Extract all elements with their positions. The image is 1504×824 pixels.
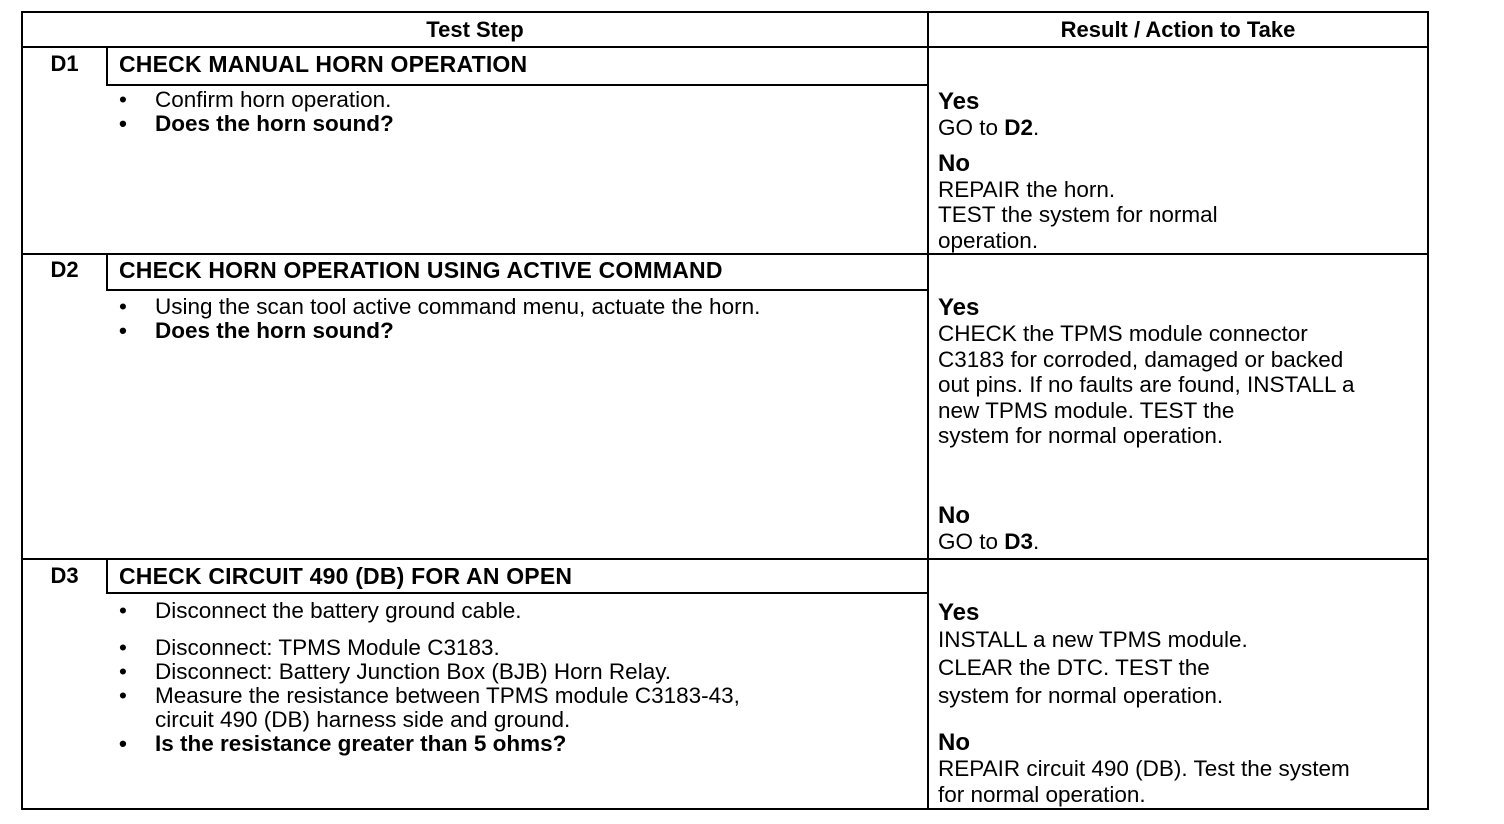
title-underline-d3	[106, 592, 927, 594]
bullet-question: • Is the resistance greater than 5 ohms?	[115, 732, 740, 756]
step-id-d2: D2	[50, 257, 79, 282]
id-divider-d3	[106, 560, 108, 594]
result-yes-label: Yes	[938, 294, 980, 321]
bullet-item: • Confirm horn operation.	[115, 88, 394, 112]
bullet-question: • Does the horn sound?	[115, 112, 394, 136]
result-no-text: REPAIR the horn. TEST the system for normal operation.	[938, 176, 1218, 253]
result-yes-text	[938, 115, 1428, 141]
result-no-label: No	[938, 729, 970, 756]
step-title-d1: CHECK MANUAL HORN OPERATION	[119, 51, 528, 77]
title-underline-d1	[106, 84, 927, 86]
id-divider-d1	[106, 48, 108, 86]
column-divider	[927, 13, 929, 808]
result-block-d2-yes	[938, 295, 1428, 449]
result-no-text: REPAIR circuit 490 (DB). Test the system for normal operation.	[938, 756, 1350, 807]
result-yes-label: Yes	[938, 88, 980, 115]
step-reference: D2	[1004, 115, 1034, 140]
header-result-action: Result / Action to Take	[1060, 17, 1296, 42]
row-divider-d2	[23, 558, 1427, 560]
result-yes-label: Yes	[938, 599, 980, 626]
result-yes-text: INSTALL a new TPMS module. CLEAR the DTC. TEST the system for normal operation.	[938, 627, 1248, 708]
header-test-step: Test Step	[426, 17, 524, 42]
result-block-d3	[938, 600, 1428, 807]
header-divider	[23, 46, 1427, 48]
title-underline-d2	[106, 289, 927, 291]
diagnostic-table	[21, 11, 1429, 810]
step-id-d1: D1	[50, 51, 79, 76]
bullet-item: • Measure the resistance between TPMS module C3183-43, circuit 490 (DB) harness side and ground.	[115, 684, 740, 732]
result-no-text	[938, 529, 1428, 555]
step-bullets-d3	[115, 599, 740, 756]
result-block-d1	[938, 89, 1428, 253]
bullet-item: • Using the scan tool active command menu, actuate the horn.	[115, 295, 760, 319]
result-no-label: No	[938, 149, 970, 177]
result-block-d2-no	[938, 503, 1428, 555]
step-reference: D3	[1004, 529, 1034, 554]
step-title-d3: CHECK CIRCUIT 490 (DB) FOR AN OPEN	[119, 563, 573, 589]
step-bullets-d1	[115, 88, 394, 136]
bullet-item: • Disconnect: TPMS Module C3183.	[115, 636, 740, 660]
step-bullets-d2	[115, 295, 760, 343]
result-text: GO to	[938, 115, 1005, 140]
bullet-item: • Disconnect the battery ground cable.	[115, 599, 740, 623]
result-no-label: No	[938, 502, 970, 529]
bullet-question: • Does the horn sound?	[115, 319, 760, 343]
result-text-end: .	[1033, 529, 1040, 554]
result-text-end: .	[1033, 115, 1040, 140]
step-id-d3: D3	[50, 563, 79, 588]
row-divider-d1	[23, 253, 1427, 255]
step-title-d2: CHECK HORN OPERATION USING ACTIVE COMMAND	[119, 257, 723, 283]
result-yes-text: CHECK the TPMS module connector C3183 for corroded, damaged or backed out pins. If no faults are found, INSTALL a new TPMS module. TEST the system for normal operation.	[938, 321, 1355, 448]
id-divider-d2	[106, 255, 108, 291]
bullet-item: • Disconnect: Battery Junction Box (BJB) Horn Relay.	[115, 660, 740, 684]
result-text: GO to	[938, 529, 1005, 554]
